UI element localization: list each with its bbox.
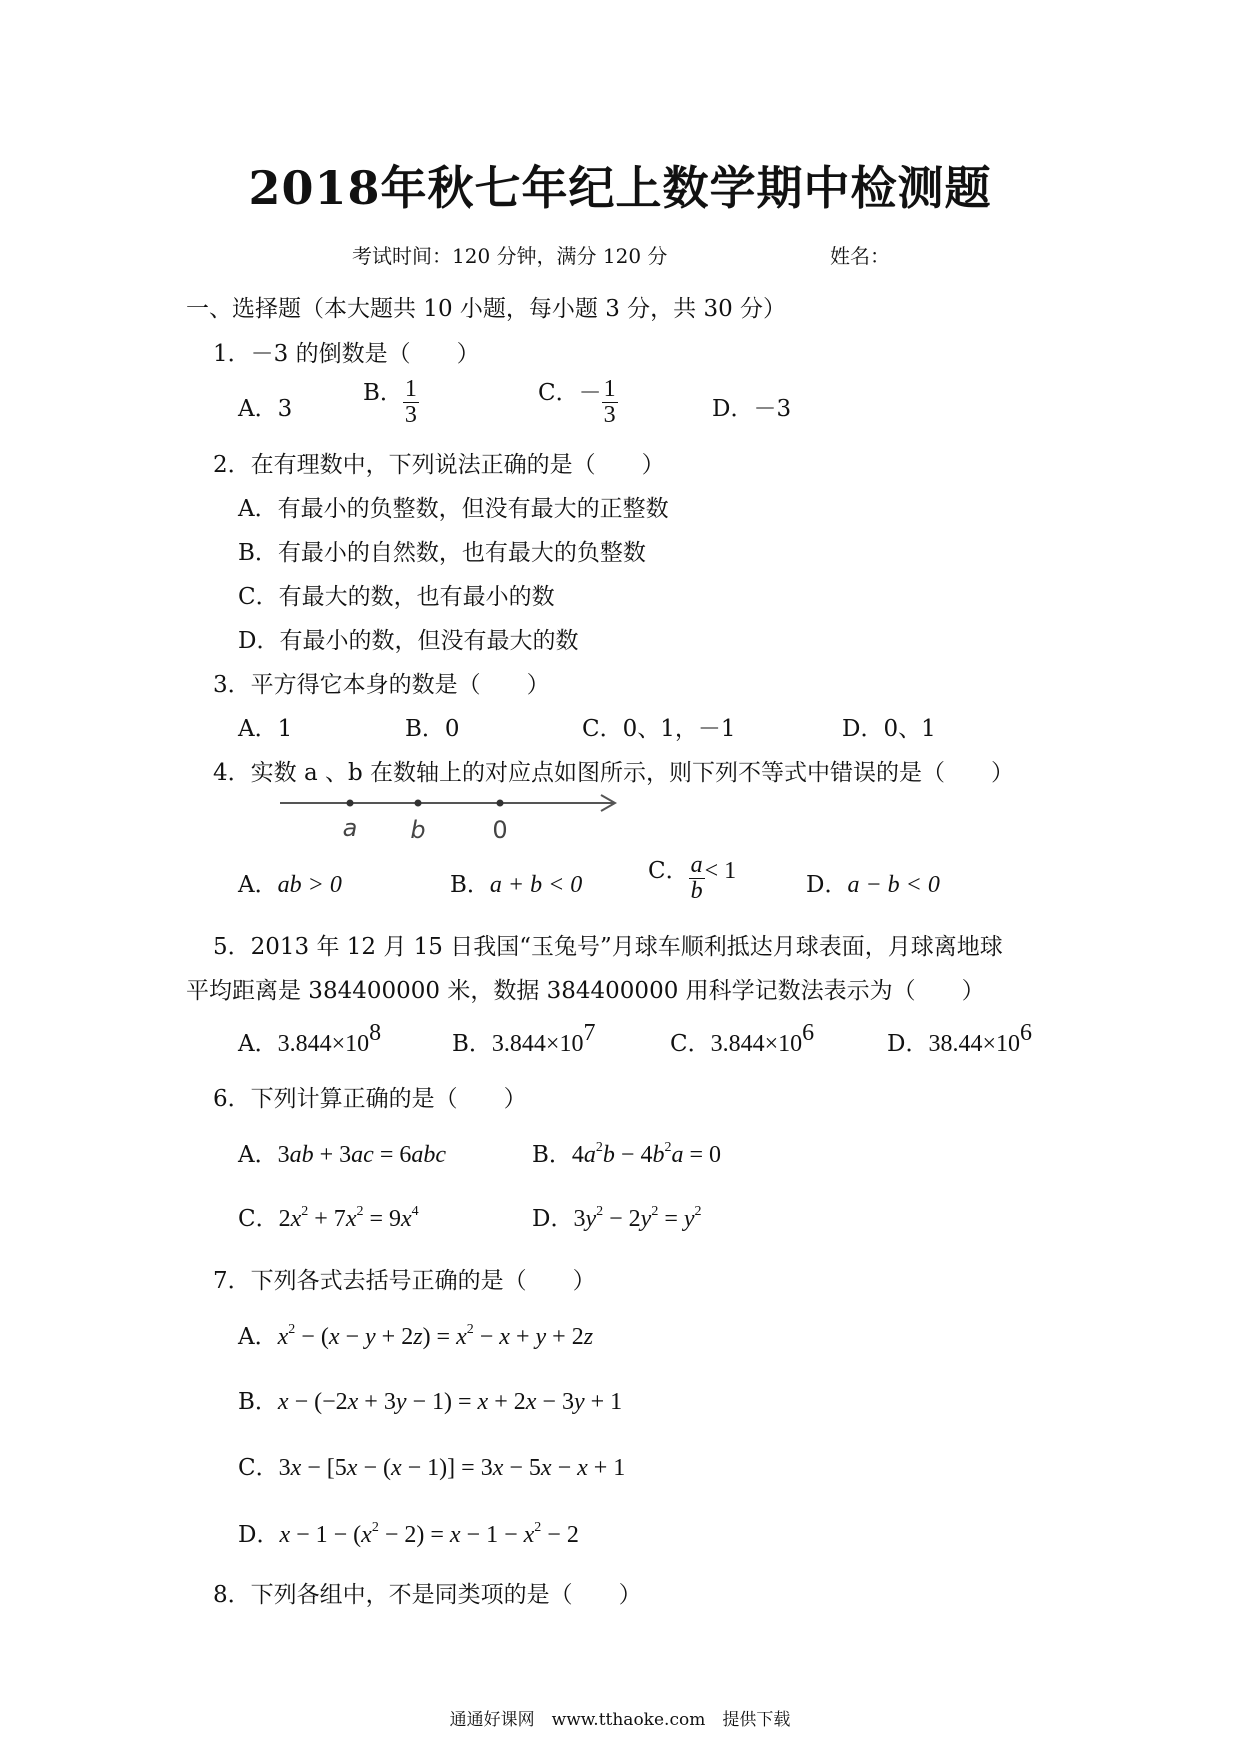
q6-d-expr: $3y^2 - 2y^2 = y^2$ <box>573 1204 702 1232</box>
question-3-stem: 3．平方得它本身的数是（ ） <box>213 672 550 698</box>
q1-c-numerator: 1 <box>603 375 616 402</box>
q5-a-prefix: A． <box>238 1031 278 1057</box>
q1-option-b-prefix: B． <box>363 380 403 406</box>
q1-option-a: A．3 <box>238 396 293 422</box>
q6-b-expr: $4a^2b - 4b^2a = 0$ <box>571 1140 721 1168</box>
q4-option-a-expr: ab > 0 <box>277 872 342 898</box>
q5-b-base: 3.844×10 <box>491 1031 584 1057</box>
q6-d-prefix: D． <box>532 1206 574 1232</box>
q5-a-exp: 8 <box>369 1020 382 1046</box>
q7-a-prefix: A． <box>238 1324 278 1350</box>
question-1-stem: 1．－3 的倒数是（ ） <box>213 341 480 367</box>
point-a <box>347 800 354 807</box>
label-b: b <box>410 816 426 844</box>
q6-a-prefix: A． <box>238 1142 278 1168</box>
q2-option-a: A．有最小的负整数，但没有最大的正整数 <box>238 496 669 522</box>
question-5-line-2: 平均距离是 384400000 米，数据 384400000 用科学记数法表示为（ ） <box>186 978 985 1004</box>
q1-b-numerator: 1 <box>404 375 417 402</box>
question-8-stem: 8．下列各组中，不是同类项的是（ ） <box>213 1582 642 1608</box>
q7-d-prefix: D． <box>238 1522 280 1548</box>
q4-c-tail: < 1 <box>704 858 737 884</box>
label-zero: 0 <box>492 816 508 844</box>
q4-option-c <box>648 852 736 904</box>
q7-c-prefix: C． <box>238 1455 279 1481</box>
q5-option-d <box>887 1020 1032 1058</box>
q4-option-d <box>806 866 940 899</box>
q5-d-exp: 6 <box>1020 1020 1032 1046</box>
q1-option-c-prefix: C．－ <box>538 380 602 406</box>
page-title: 2018年秋七年纪上数学期中检测题 <box>248 161 992 215</box>
q1-c-denominator: 3 <box>603 402 616 428</box>
q3-option-b: B．0 <box>405 716 460 742</box>
q7-option-d <box>238 1516 579 1549</box>
q7-d-expr: $x - 1 - (x^2 - 2) = x - 1 - x^2 - 2$ <box>279 1520 579 1548</box>
q7-option-b <box>238 1383 622 1416</box>
q4-option-c-prefix: C． <box>648 858 689 884</box>
q3-option-a: A．1 <box>238 716 293 742</box>
q6-option-a <box>238 1136 446 1169</box>
point-b <box>415 800 422 807</box>
q6-a-expr: 3ab + 3ac = 6abc <box>277 1142 447 1168</box>
q1-b-denominator: 3 <box>404 402 417 428</box>
question-6-stem: 6．下列计算正确的是（ ） <box>213 1086 527 1112</box>
q3-option-c: C．0、1，－1 <box>582 716 736 742</box>
q5-a-base: 3.844×10 <box>277 1031 370 1057</box>
name-label: 姓名： <box>830 244 890 268</box>
q6-c-expr: $2x^2 + 7x^2 = 9x^4$ <box>278 1204 419 1232</box>
question-5-line-1: 5．2013 年 12 月 15 日我国“玉兔号”月球车顺利抵达月球表面，月球离地球 <box>213 934 1003 960</box>
q4-option-a-prefix: A． <box>238 872 278 898</box>
question-7-stem: 7．下列各式去括号正确的是（ ） <box>213 1268 596 1294</box>
q7-b-prefix: B． <box>238 1389 278 1415</box>
q4-c-numerator: a <box>690 851 703 878</box>
label-a: a <box>342 814 358 842</box>
q4-option-a <box>238 866 342 899</box>
q6-c-prefix: C． <box>238 1206 279 1232</box>
q1-option-d: D．－3 <box>712 396 792 422</box>
q5-c-exp: 6 <box>802 1020 815 1046</box>
q6-option-c <box>238 1200 419 1233</box>
question-4-stem: 4．实数 a 、b 在数轴上的对应点如图所示，则下列不等式中错误的是（ ） <box>213 760 1015 786</box>
q6-b-prefix: B． <box>532 1142 572 1168</box>
q5-c-prefix: C． <box>670 1031 711 1057</box>
q6-option-b <box>532 1136 721 1169</box>
q4-option-b-expr: a + b < 0 <box>489 872 583 898</box>
q5-option-c <box>670 1020 815 1058</box>
q7-option-a <box>238 1318 593 1351</box>
q5-option-a <box>238 1020 382 1058</box>
q2-option-c: C．有最大的数，也有最小的数 <box>238 584 555 610</box>
number-line-figure <box>275 790 625 850</box>
q4-option-d-prefix: D． <box>806 872 848 898</box>
q2-option-d: D．有最小的数，但没有最大的数 <box>238 628 579 654</box>
q7-a-expr: $x^2 - (x - y + 2z) = x^2 - x + y + 2z$ <box>277 1322 594 1350</box>
q5-b-prefix: B． <box>452 1031 492 1057</box>
exam-info: 考试时间：120 分钟，满分 120 分 <box>352 244 668 268</box>
q1-option-b <box>363 374 419 428</box>
section-heading: 一、选择题（本大题共 10 小题，每小题 3 分，共 30 分） <box>186 296 787 322</box>
q1-option-c <box>538 374 618 428</box>
page-footer: 通通好课网 www.tthaoke.com 提供下载 <box>449 1710 791 1730</box>
question-2-stem: 2．在有理数中，下列说法正确的是（ ） <box>213 452 665 478</box>
q4-option-d-expr: a − b < 0 <box>847 872 940 898</box>
q5-option-b <box>452 1020 596 1058</box>
q7-b-expr: x − (−2x + 3y − 1) = x + 2x − 3y + 1 <box>277 1389 623 1415</box>
q7-c-expr: 3x − [5x − (x − 1)] = 3x − 5x − x + 1 <box>278 1455 626 1481</box>
q4-option-b-prefix: B． <box>450 872 490 898</box>
q5-b-exp: 7 <box>583 1020 596 1046</box>
q5-d-base: 38.44×10 <box>928 1031 1020 1057</box>
q2-option-b: B．有最小的自然数，也有最大的负整数 <box>238 540 646 566</box>
q5-d-prefix: D． <box>887 1031 929 1057</box>
q4-c-denominator: b <box>690 878 703 904</box>
q5-c-base: 3.844×10 <box>710 1031 803 1057</box>
q3-option-d: D．0、1 <box>842 716 936 742</box>
q6-option-d <box>532 1200 702 1233</box>
q7-option-c <box>238 1449 625 1482</box>
q4-option-b <box>450 866 582 899</box>
point-zero <box>497 800 504 807</box>
